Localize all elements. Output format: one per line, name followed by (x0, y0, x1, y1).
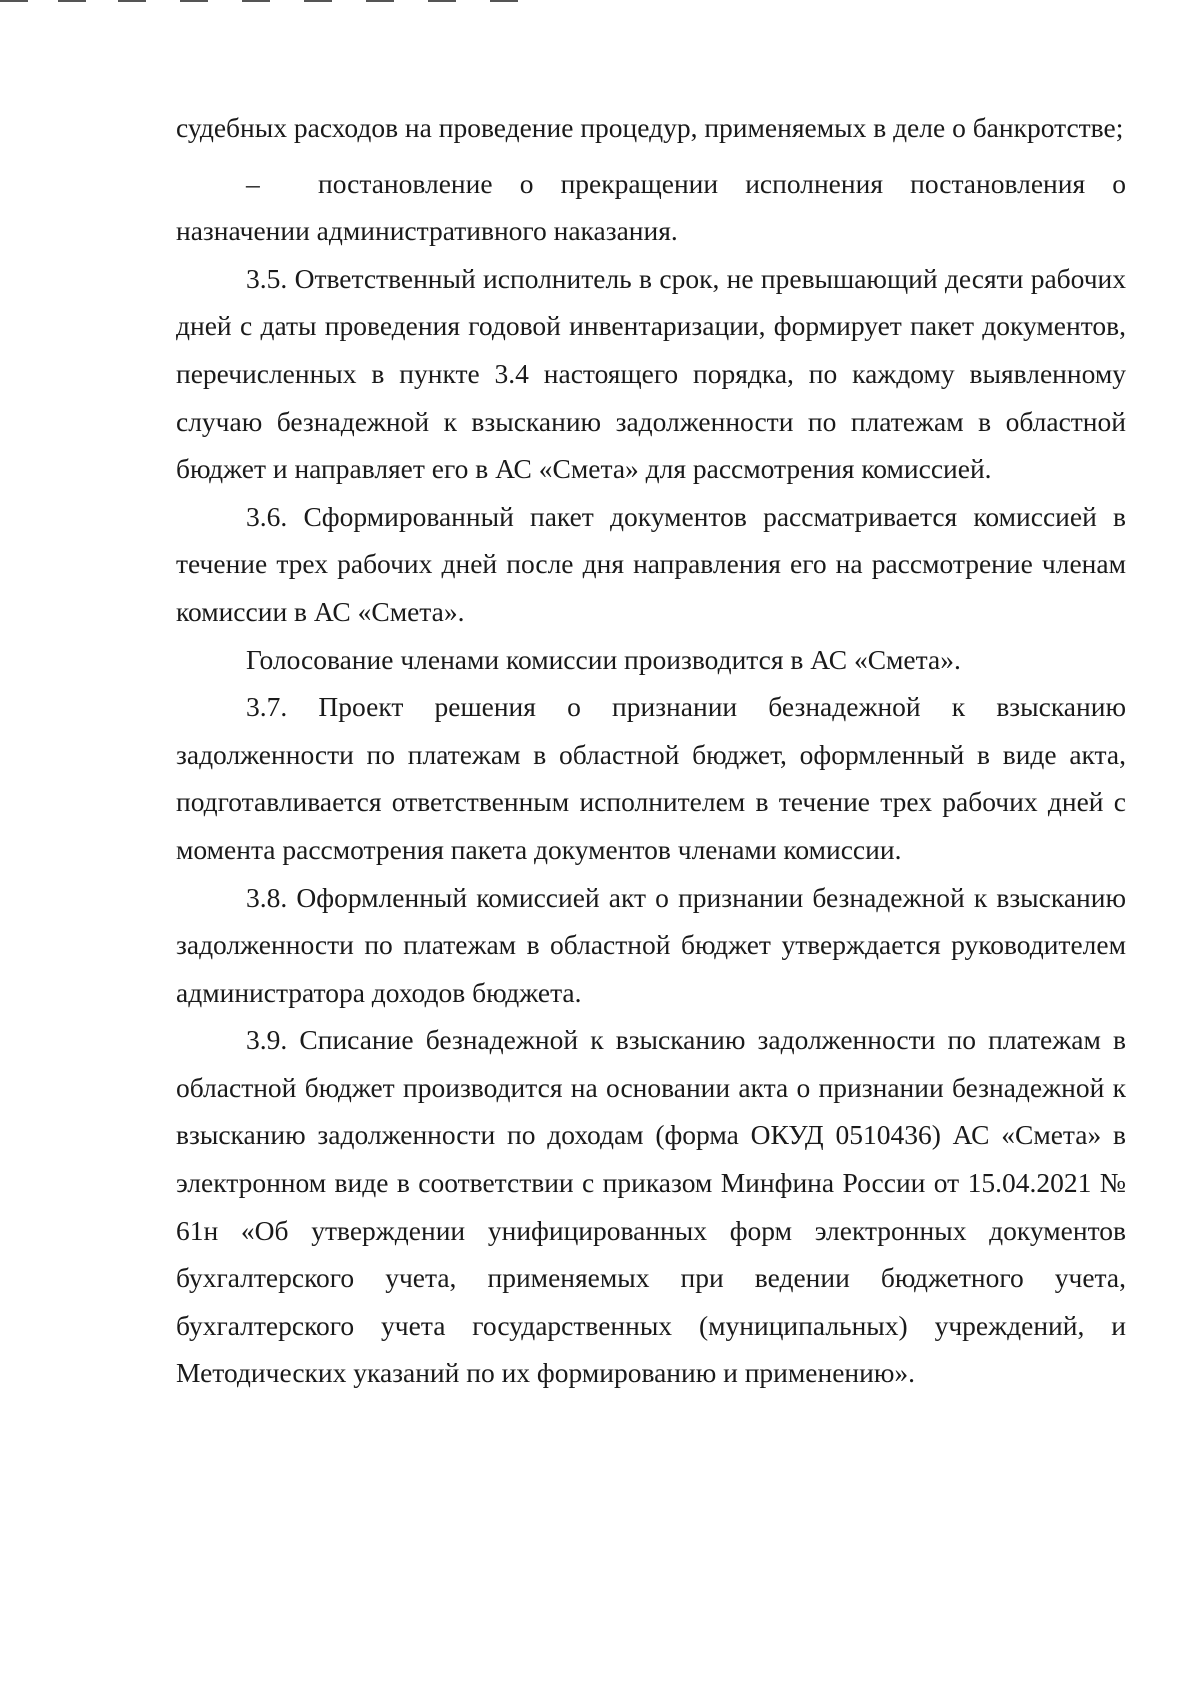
paragraph-3-5: 3.5. Ответственный исполнитель в срок, не превышающий десяти рабочих дней с даты проведения годовой инвентаризации, формирует пакет документов, перечисленных в пункте 3.4 настоящего порядка, по каждому выявленному случаю безнадежной к взысканию задолженности по платежам в областной бюджет и направляет его в АС «Смета» для рассмотрения комиссией. (176, 262, 1126, 485)
paragraph-voting: Голосование членами комиссии производится в АС «Смета». (246, 643, 961, 675)
paragraph-3-9: 3.9. Списание безнадежной к взысканию задолженности по платежам в областной бюджет производится на основании акта о признании безнадежной к взысканию задолженности по доходам (форма ОКУД 0510436) АС «Смета» в электронном виде в соответствии с приказом Минфина России от 15.04.2021 № 61н «Об утверждении унифицированных форм электронных документов бухгалтерского учета, применяемых при ведении бюджетного учета, бухгалтерского учета государственных (муниципальных) учреждений, и Методических указаний по их формированию и применению». (176, 1024, 1126, 1389)
paragraph-continuation: судебных расходов на проведение процедур, применяемых в деле о банкротстве; (176, 112, 1124, 143)
paragraph-3-7: 3.7. Проект решения о признании безнадежной к взысканию задолженности по платежам в областной бюджет, оформленный в виде акта, подготавливается ответственным исполнителем в течение трех рабочих дней с момента рассмотрения пакета документов членами комиссии. (176, 691, 1126, 865)
dash-item-text: постановление о прекращении исполнения постановления о назначении административного наказания. (176, 167, 1126, 247)
paragraph-3-8: 3.8. Оформленный комиссией акт о признании безнадежной к взысканию задолженности по платежам в областной бюджет утверждается руководителем администратора доходов бюджета. (176, 881, 1126, 1008)
list-dash: – (246, 167, 260, 199)
paragraph-3-6: 3.6. Сформированный пакет документов рассматривается комиссией в течение трех рабочих дней после дня направления его на рассмотрение членам комиссии в АС «Смета». (176, 500, 1126, 627)
paragraph-dash-item (176, 160, 1126, 255)
scan-artifact-dashes (0, 0, 540, 3)
document-body (176, 104, 1126, 1397)
